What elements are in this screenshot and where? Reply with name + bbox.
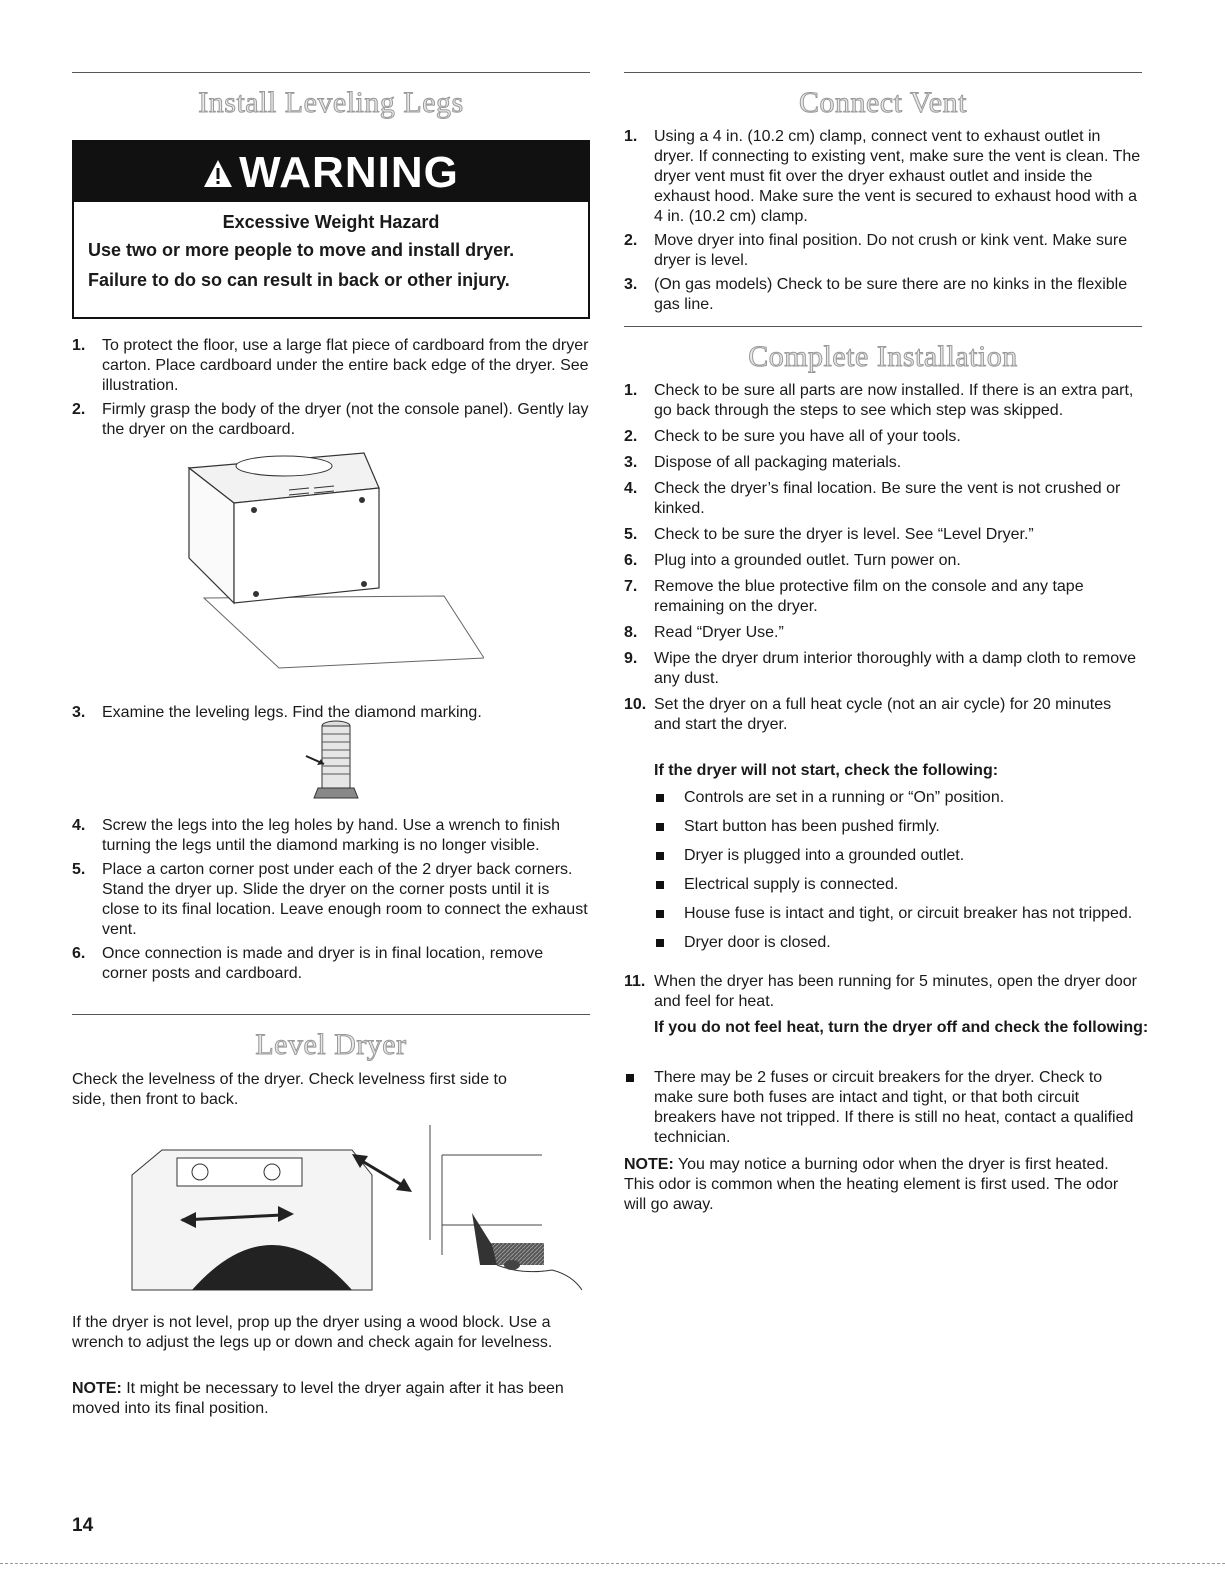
bullet-icon	[656, 823, 664, 831]
bullet-icon	[656, 910, 664, 918]
bullet-icon	[626, 1074, 634, 1082]
start-check-list	[624, 788, 1142, 953]
complete-step-11	[624, 972, 1142, 1012]
level-front-to-back-illustration	[402, 1125, 592, 1300]
warning-line-2: Failure to do so can result in back or other injury.	[88, 270, 510, 290]
list-item: House fuse is intact and tight, or circuit breaker has not tripped.	[654, 904, 1142, 924]
install-leveling-legs-title: Install Leveling Legs	[198, 86, 464, 119]
list-item: 3. Dispose of all packaging materials.	[624, 454, 902, 471]
leveling-steps-c	[72, 816, 590, 984]
list-item: 10. Set the dryer on a full heat cycle (not an air cycle) for 20 minutes and start the dryer.	[624, 696, 1112, 733]
warning-line-1: Use two or more people to move and install dryer.	[88, 240, 515, 260]
list-item: 5. Check to be sure the dryer is level. See “Level Dryer.”	[624, 526, 1034, 543]
complete-installation-title: Complete Installation	[748, 340, 1018, 373]
list-item: Controls are set in a running or “On” position.	[654, 788, 1142, 808]
list-item: 6. Plug into a grounded outlet. Turn power on.	[624, 552, 961, 569]
bullet-icon	[656, 852, 664, 860]
level-note: NOTE: It might be necessary to level the dryer again after it has been moved into its final position.	[72, 1380, 564, 1417]
level-dryer-title: Level Dryer	[255, 1028, 407, 1061]
list-item: 1. Using a 4 in. (10.2 cm) clamp, connect vent to exhaust outlet in dryer. If connecting to existing vent, make sure the vent is clean. The dryer vent must fit over the dryer exhaust outlet and inside the exhaust hood. Make sure the vent is secured to exhaust hood with a 4 in. (10.2 cm) clamp.	[624, 128, 1141, 225]
list-item: 2. Firmly grasp the body of the dryer (not the console panel). Gently lay the dryer on the cardboard.	[72, 401, 589, 438]
bullet-icon	[656, 939, 664, 947]
start-check-title: If the dryer will not start, check the following:	[654, 762, 999, 779]
list-item: Dryer is plugged into a grounded outlet.	[654, 846, 1142, 866]
list-item: 4. Screw the legs into the leg holes by hand. Use a wrench to finish turning the legs until the diamond marking is no longer visible.	[72, 817, 561, 854]
page-bottom-rule	[0, 1563, 1225, 1564]
warning-hazard: Excessive Weight Hazard	[222, 212, 440, 232]
list-item: 2. Move dryer into final position. Do not crush or kink vent. Make sure dryer is level.	[624, 232, 1128, 269]
heat-check-item: There may be 2 fuses or circuit breakers for the dryer. Check to make sure both fuses are intact and tight, or that both circuit breakers have not tripped. If there is still no heat, contact a qualified technician.	[624, 1068, 1142, 1148]
section-rule	[624, 72, 1142, 73]
list-item: 4. Check the dryer’s final location. Be sure the vent is not crushed or kinked.	[624, 480, 1121, 517]
warning-banner-text: WARNING	[239, 148, 459, 197]
warning-banner	[74, 142, 588, 202]
level-side-to-side-illustration	[122, 1140, 422, 1300]
list-item: Dryer door is closed.	[654, 933, 1142, 953]
page-number: 14	[72, 1515, 94, 1536]
warning-triangle-icon	[203, 159, 233, 189]
list-item: 9. Wipe the dryer drum interior thoroughly with a damp cloth to remove any dust.	[624, 650, 1136, 687]
list-item: 2. Check to be sure you have all of your tools.	[624, 428, 961, 445]
section-rule	[72, 72, 590, 73]
heat-check-title: If you do not feel heat, turn the dryer off and check the following:	[654, 1019, 1149, 1036]
list-item: Electrical supply is connected.	[654, 875, 1142, 895]
bullet-icon	[656, 881, 664, 889]
warning-box	[72, 140, 590, 319]
level-intro: Check the levelness of the dryer. Check levelness first side to side, then front to back.	[72, 1071, 507, 1108]
list-item: 5. Place a carton corner post under each of the 2 dryer back corners. Stand the dryer up. Slide the dryer on the corner posts until it is close to its final location. Leave enough room to connect the exhaust vent.	[72, 861, 588, 938]
list-item: 3. (On gas models) Check to be sure there are no kinks in the flexible gas line.	[624, 276, 1128, 313]
list-item: 11. When the dryer has been running for 5 minutes, open the dryer door and feel for heat.	[624, 973, 1137, 1010]
list-item: 7. Remove the blue protective film on the console and any tape remaining on the dryer.	[624, 578, 1084, 615]
section-rule	[72, 1014, 590, 1015]
connect-vent-title: Connect Vent	[799, 86, 967, 119]
list-item: 6. Once connection is made and dryer is in final location, remove corner posts and cardboard.	[72, 945, 544, 982]
section-rule	[624, 326, 1142, 327]
bullet-icon	[656, 794, 664, 802]
dryer-on-cardboard-illustration	[184, 448, 484, 683]
level-instructions: If the dryer is not level, prop up the dryer using a wood block. Use a wrench to adjust the legs up or down and check again for levelness.	[72, 1314, 553, 1351]
leveling-leg-illustration	[304, 718, 364, 806]
list-item: 3. Examine the leveling legs. Find the diamond marking.	[72, 704, 482, 721]
leveling-steps-a	[72, 336, 590, 440]
list-item: Start button has been pushed firmly.	[654, 817, 1142, 837]
list-item: 1. To protect the floor, use a large flat piece of cardboard from the dryer carton. Place cardboard under the entire back edge of the dryer. See illustration.	[72, 337, 589, 394]
list-item: 8. Read “Dryer Use.”	[624, 624, 784, 641]
list-item: 1. Check to be sure all parts are now installed. If there is an extra part, go back through the steps to see which step was skipped.	[624, 382, 1134, 419]
complete-steps	[624, 381, 1142, 735]
heat-note: NOTE: You may notice a burning odor when the dryer is first heated. This odor is common when the heating element is first used. The odor will go away.	[624, 1156, 1119, 1213]
vent-steps	[624, 127, 1142, 315]
